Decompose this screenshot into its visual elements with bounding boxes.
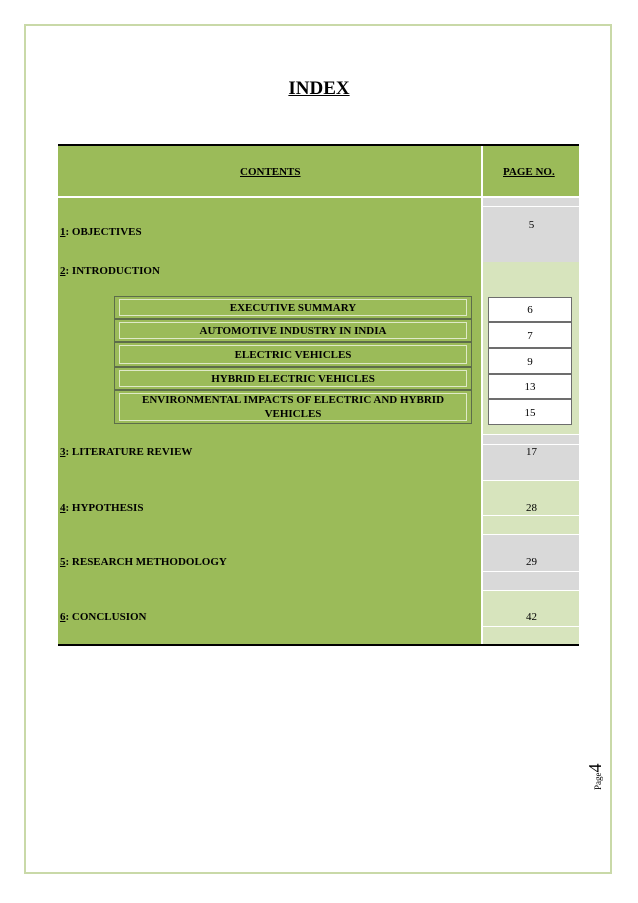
section-number: 4: [60, 502, 66, 514]
row-separator: [483, 571, 579, 572]
subsection-label: ENVIRONMENTAL IMPACTS OF ELECTRIC AND HYBRID VEHICLES: [141, 394, 445, 420]
subsection-electric-vehicles: [114, 342, 472, 367]
section-row-objectives: [60, 226, 142, 238]
section-row-literature-review: [60, 446, 192, 458]
section-number: 2: [60, 265, 66, 277]
row-separator: [483, 515, 579, 516]
subsection-page-automotive-industry: 7: [488, 322, 572, 348]
section-row-conclusion: [60, 611, 146, 623]
subsection-label: EXECUTIVE SUMMARY: [229, 301, 357, 314]
header-contents-label: CONTENTS: [240, 166, 301, 178]
section-page-objectives: 5: [528, 219, 535, 231]
subsection-page-electric-vehicles: 9: [488, 348, 572, 374]
section-label: : CONCLUSION: [65, 611, 147, 623]
subsection-automotive-industry: [114, 319, 472, 342]
section-page-literature-review: 17: [526, 446, 537, 458]
section-page-research-methodology: 29: [526, 556, 537, 568]
header-page-label: PAGE NO.: [503, 166, 555, 178]
section-page-hypothesis: 28: [526, 502, 537, 514]
row-separator: [483, 626, 579, 627]
page-title: INDEX: [288, 78, 350, 99]
section-row-research-methodology: [60, 556, 227, 568]
section-number: 5: [60, 556, 66, 568]
page-number-footer: [585, 764, 606, 791]
table-bottom-rule: [58, 644, 579, 646]
subsection-page-environmental-impacts: 15: [488, 399, 572, 425]
section-label: : HYPOTHESIS: [65, 502, 144, 514]
section-number: 6: [60, 611, 66, 623]
row-separator: [483, 534, 579, 535]
subsection-label: AUTOMOTIVE INDUSTRY IN INDIA: [199, 324, 387, 337]
subsection-environmental-impacts: [114, 390, 472, 424]
subsection-executive-summary: [114, 296, 472, 319]
section-number: 1: [60, 226, 66, 238]
row-separator: [483, 480, 579, 481]
subsection-label: HYBRID ELECTRIC VEHICLES: [211, 372, 375, 385]
subsection-page-executive-summary: 6: [488, 297, 572, 322]
section-label: : INTRODUCTION: [65, 265, 160, 277]
section-label: : LITERATURE REVIEW: [65, 446, 193, 458]
section-row-hypothesis: [60, 502, 143, 514]
section-page-conclusion: 42: [526, 611, 537, 623]
section-number: 3: [60, 446, 66, 458]
row-separator: [483, 434, 579, 435]
section-row-introduction: [60, 265, 160, 277]
subsection-label: ELECTRIC VEHICLES: [234, 348, 352, 361]
row-separator: [483, 444, 579, 445]
subsection-hybrid-electric-vehicles: [114, 367, 472, 390]
page-label: Page: [593, 772, 603, 790]
row-separator: [483, 206, 579, 207]
section-label: : OBJECTIVES: [65, 226, 142, 238]
page-number: 4: [585, 763, 605, 773]
section-label: : RESEARCH METHODOLOGY: [65, 556, 227, 568]
subsection-page-hybrid-electric-vehicles: 13: [488, 374, 572, 399]
row-separator: [483, 590, 579, 591]
header-divider: [58, 196, 579, 197]
